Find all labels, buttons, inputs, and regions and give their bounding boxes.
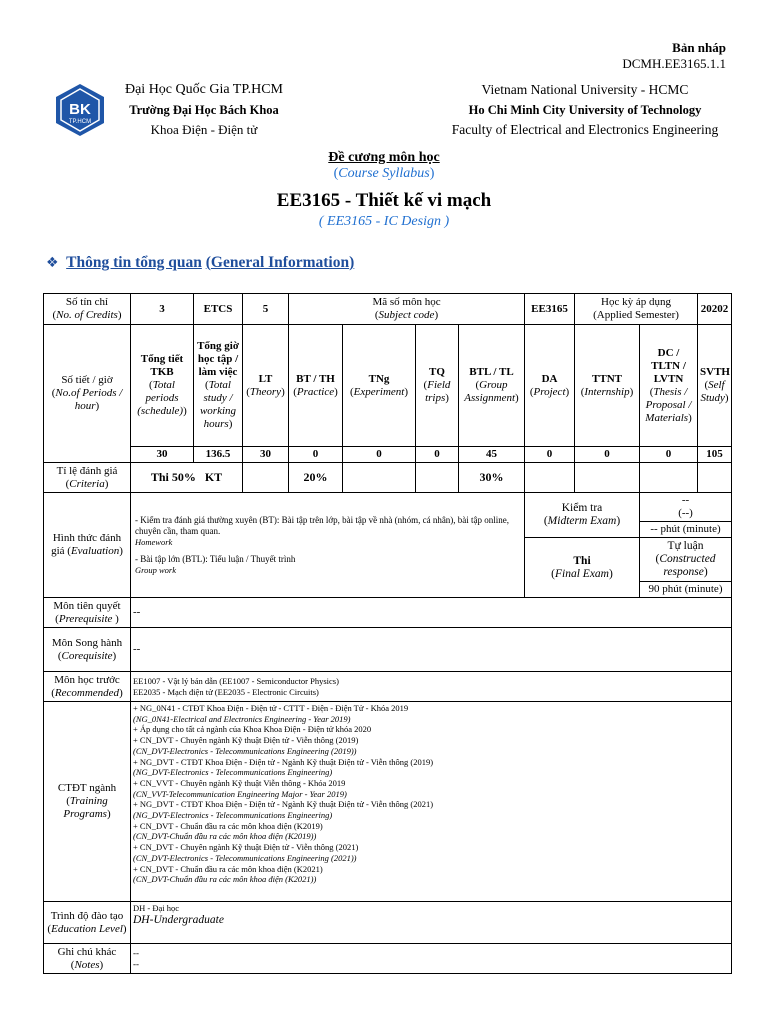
col-practice: BT / TH (Practice) [289, 325, 343, 447]
midterm-label: Kiểm tra (Midterm Exam) [525, 493, 640, 538]
recommended-row [44, 672, 732, 702]
school-vi: Trường Đại Học Bách Khoa [129, 103, 279, 117]
etcs-label: ETCS [194, 294, 243, 325]
program-item: + NG_0N41 - CTĐT Khoa Điện - Điện tử - CTTT - Điện - Điện Tử - Khóa 2019 [133, 703, 409, 713]
diamond-bullet-icon: ❖ [46, 255, 59, 271]
section-title-en: General Information [210, 254, 350, 271]
evaluation-label: Hình thức đánh giá (Evaluation) [44, 493, 131, 598]
val-group-assignment: 45 [459, 447, 525, 463]
credits-row [44, 294, 732, 325]
faculty-en: Faculty of Electrical and Electronics Engineering [451, 122, 719, 137]
course-title-en: ( EE3165 - IC Design ) [318, 214, 450, 229]
corequisite-label: Môn Song hành (Corequisite) [44, 628, 131, 672]
note-line: -- [133, 958, 139, 969]
program-item: + CN_DVT - Chuẩn đầu ra các môn khoa điện (K2019) [133, 820, 323, 831]
criteria-group: 30% [459, 463, 525, 493]
val-field-trips: 0 [416, 447, 459, 463]
programs-row [44, 702, 732, 902]
final-form: Tự luận (Constructed response) [640, 538, 732, 582]
header-left [104, 80, 304, 140]
criteria-practice: 20% [289, 463, 343, 493]
general-info-table [43, 293, 732, 974]
program-item-en: (CN_DVT-Electronics - Telecommunications Engineering (2021)) [133, 852, 357, 863]
section-title-vi: Thông tin tổng quan [66, 254, 202, 271]
program-item: + CN_DVT - Chuyên ngành Kỹ thuật Điện tử - Viễn thông (2019) [133, 735, 359, 746]
draft-label: Bản nháp [672, 40, 726, 55]
criteria-internship [575, 463, 640, 493]
val-internship: 0 [575, 447, 640, 463]
col-total-periods: Tổng tiết TKB (Total periods (schedule)) [131, 325, 194, 447]
program-item-en: (CN_DVT-Electronics - Telecommunications Engineering (2019)) [133, 745, 357, 756]
bk-logo-icon [52, 82, 108, 138]
criteria-project [525, 463, 575, 493]
program-item: + CN_DVT - Chuẩn đầu ra các môn khoa điện (K2021) [133, 863, 323, 874]
criteria-field [416, 463, 459, 493]
periods-label: Số tiết / giờ (No.of Periods / hour) [44, 325, 131, 463]
faculty-vi: Khoa Điện - Điện tử [150, 122, 258, 137]
program-item-en: (CN_DVT-Chuẩn đầu ra các môn khoa điện (K2021)) [133, 874, 317, 885]
midterm-form: -- (--) [640, 493, 732, 522]
final-label: Thi (Final Exam) [525, 538, 640, 598]
university-vi: Đại Học Quốc Gia TP.HCM [124, 82, 283, 97]
program-item-en: (CN_VVT-Telecommunication Engineering Major - Year 2019) [133, 788, 347, 799]
syllabus-title-en: (Course Syllabus) [333, 166, 435, 181]
periods-header-row [44, 325, 732, 447]
notes-value [131, 944, 732, 974]
prerequisite-value: -- [131, 598, 732, 628]
program-item-en: (NG_DVT-Electronics - Telecommunications Engineering) [133, 767, 333, 778]
val-thesis: 0 [640, 447, 698, 463]
school-en: Ho Chi Minh City University of Technology [468, 103, 702, 117]
criteria-theory [243, 463, 289, 493]
education-level-label: Trình độ đào tạo (Education Level) [44, 902, 131, 944]
eval-homework-text: - Kiểm tra đánh giá thường xuyên (BT): Bài tập trên lớp, bài tập về nhà (nhóm, cá nhân), bài tập online, chuyên cần, tham quan. [135, 515, 510, 536]
university-en: Vietnam National University - HCMC [481, 82, 689, 97]
etcs-value: 5 [243, 294, 289, 325]
subject-code-label: Mã số môn học (Subject code) [289, 294, 525, 325]
logo-text-top: BK [69, 101, 91, 118]
program-item-en: (NG_0N41-Electrical and Electronics Engineering - Year 2019) [133, 713, 351, 724]
program-item: + CN_DVT - Chuyên ngành Kỹ thuật Điện tử - Viễn thông (2021) [133, 842, 359, 853]
recommended-label: Môn học trước (Recommended) [44, 672, 131, 702]
evaluation-row-midterm [44, 493, 732, 522]
syllabus-title-vi: Đề cương môn học [328, 150, 440, 165]
val-practice: 0 [289, 447, 343, 463]
semester-label: Học kỳ áp dụng (Applied Semester) [575, 294, 698, 325]
semester-value: 20202 [698, 294, 732, 325]
criteria-thesis [640, 463, 698, 493]
corequisite-row [44, 628, 732, 672]
education-level-en: DH-Undergraduate [133, 913, 224, 926]
col-thesis: DC / TLTN / LVTN (Thesis / Proposal / Materials) [640, 325, 698, 447]
notes-label: Ghi chú khác (Notes) [44, 944, 131, 974]
val-self-study: 105 [698, 447, 732, 463]
logo-text-bottom: TP.HCM [68, 119, 92, 125]
prerequisite-label: Môn tiên quyết (Prerequisite ) [44, 598, 131, 628]
col-total-hours: Tổng giờ học tập / làm việc (Total study / working hours) [194, 325, 243, 447]
prerequisite-row [44, 598, 732, 628]
val-total-periods: 30 [131, 447, 194, 463]
criteria-experiment [343, 463, 416, 493]
program-item: + CN_VVT - Chuyên ngành Kỹ thuật Viễn thông - Khóa 2019 [133, 777, 346, 788]
criteria-exam: Thi 50% KT [131, 463, 243, 493]
subject-code-value: EE3165 [525, 294, 575, 325]
programs-list [131, 702, 732, 902]
credits-value: 3 [131, 294, 194, 325]
eval-groupwork-text: - Bài tập lớn (BTL): Tiểu luận / Thuyết trình [135, 553, 296, 564]
programs-label: CTĐT ngành (Training Programs) [44, 702, 131, 902]
program-item-en: (CN_DVT-Chuẩn đầu ra các môn khoa điện (K2019)) [133, 831, 317, 842]
criteria-row [44, 463, 732, 493]
program-item: + NG_DVT - CTĐT Khoa Điện - Điện tử - Ngành Kỹ thuật Điện tử - Viễn thông (2019) [133, 756, 434, 767]
col-theory: LT (Theory) [243, 325, 289, 447]
final-duration: 90 phút (minute) [640, 582, 732, 598]
education-level-vi: DH - Đại học [133, 903, 180, 913]
program-item: + Áp dụng cho tất cả ngành của Khoa Khoa Điện - Điện tử khóa 2020 [133, 724, 372, 735]
section-heading: ❖ Thông tin tổng quan (General Information) [46, 254, 355, 271]
corequisite-value: -- [131, 628, 732, 672]
periods-values-row [44, 447, 732, 463]
header-right [440, 80, 730, 140]
val-total-hours: 136.5 [194, 447, 243, 463]
education-level-row [44, 902, 732, 944]
val-project: 0 [525, 447, 575, 463]
notes-row [44, 944, 732, 974]
course-title: EE3165 - Thiết kế vi mạch [276, 190, 492, 211]
col-project: DA (Project) [525, 325, 575, 447]
eval-groupwork-en: Group work [135, 564, 177, 575]
recommended-course: EE2035 - Mạch điện tử (EE2035 - Electronic Circuits) [133, 686, 319, 697]
evaluation-description [131, 493, 525, 598]
credits-label: Số tín chỉ (No. of Credits) [44, 294, 131, 325]
criteria-label: Tỉ lệ đánh giá (Criteria) [44, 463, 131, 493]
col-internship: TTNT (Internship) [575, 325, 640, 447]
col-experiment: TNg (Experiment) [343, 325, 416, 447]
program-item-en: (NG_DVT-Electronics - Telecommunications Engineering) [133, 810, 333, 821]
education-level-value [131, 902, 732, 944]
col-self-study: SVTH (Self Study) [698, 325, 732, 447]
midterm-duration: -- phút (minute) [640, 522, 732, 538]
document-code: DCMH.EE3165.1.1 [622, 56, 726, 71]
draft-stamp [622, 40, 726, 72]
recommended-course: EE1007 - Vật lý bán dẫn (EE1007 - Semiconductor Physics) [133, 676, 339, 686]
col-group-assignment: BTL / TL (Group Assignment) [459, 325, 525, 447]
program-item: + NG_DVT - CTĐT Khoa Điện - Điện tử - Ngành Kỹ thuật Điện tử - Viễn thông (2021) [133, 799, 434, 810]
eval-homework-en: Homework [135, 537, 173, 547]
recommended-value [131, 672, 732, 702]
note-line: -- [133, 947, 139, 958]
val-theory: 30 [243, 447, 289, 463]
val-experiment: 0 [343, 447, 416, 463]
criteria-self [698, 463, 732, 493]
col-field-trips: TQ (Field trips) [416, 325, 459, 447]
